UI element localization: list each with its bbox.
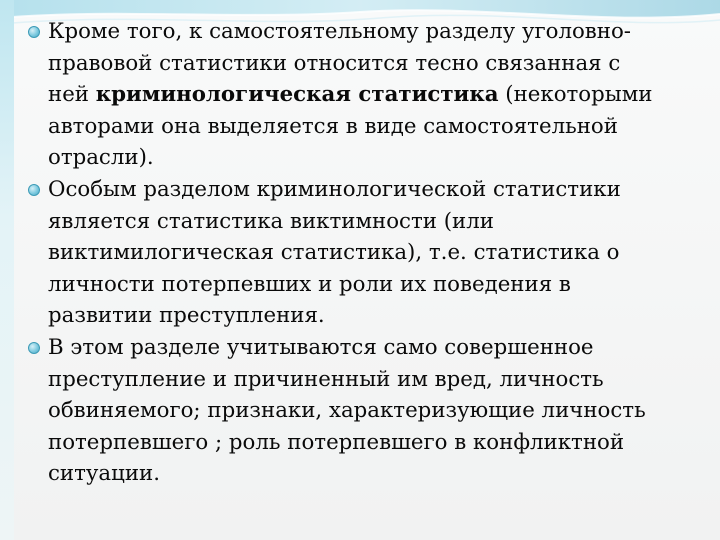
slide-body bbox=[28, 16, 713, 490]
text-line: личности потерпевших и роли их поведения в bbox=[48, 271, 571, 297]
text-fragment: (некоторыми bbox=[498, 82, 653, 108]
bullet-item bbox=[28, 174, 713, 332]
text-line: отрасли). bbox=[48, 145, 154, 171]
text-line: обвиняемого; признаки, характеризующие личность bbox=[48, 398, 646, 424]
text-line: потерпевшего ; роль потерпевшего в конфликтной bbox=[48, 429, 625, 455]
text-line: является статистика виктимности (или bbox=[48, 208, 494, 234]
bullet-icon bbox=[28, 26, 40, 38]
key-term: криминологическая статистика bbox=[95, 82, 499, 108]
text-line-with-term bbox=[48, 79, 713, 111]
bullet-item bbox=[28, 16, 713, 174]
text-line: Особым разделом криминологической статистики bbox=[48, 176, 621, 202]
bullet-icon bbox=[28, 184, 40, 196]
text-line: развитии преступления. bbox=[48, 303, 325, 329]
text-line: преступление и причиненный им вред, личность bbox=[48, 366, 604, 392]
text-line: Кроме того, к самостоятельному разделу уголовно- bbox=[48, 19, 632, 44]
text-line: В этом разделе учитываются само совершенное bbox=[48, 334, 594, 360]
text-line: виктимилогическая статистика), т.е. статистика о bbox=[48, 240, 620, 266]
left-edge-decoration bbox=[0, 0, 14, 540]
text-line: правовой статистики относится тесно связанная с bbox=[48, 50, 621, 76]
bullet-item bbox=[28, 332, 713, 490]
text-fragment: ней bbox=[48, 82, 96, 108]
text-line: авторами она выделяется в виде самостоятельной bbox=[48, 113, 618, 139]
bullet-icon bbox=[28, 342, 40, 354]
text-line: ситуации. bbox=[48, 461, 160, 487]
